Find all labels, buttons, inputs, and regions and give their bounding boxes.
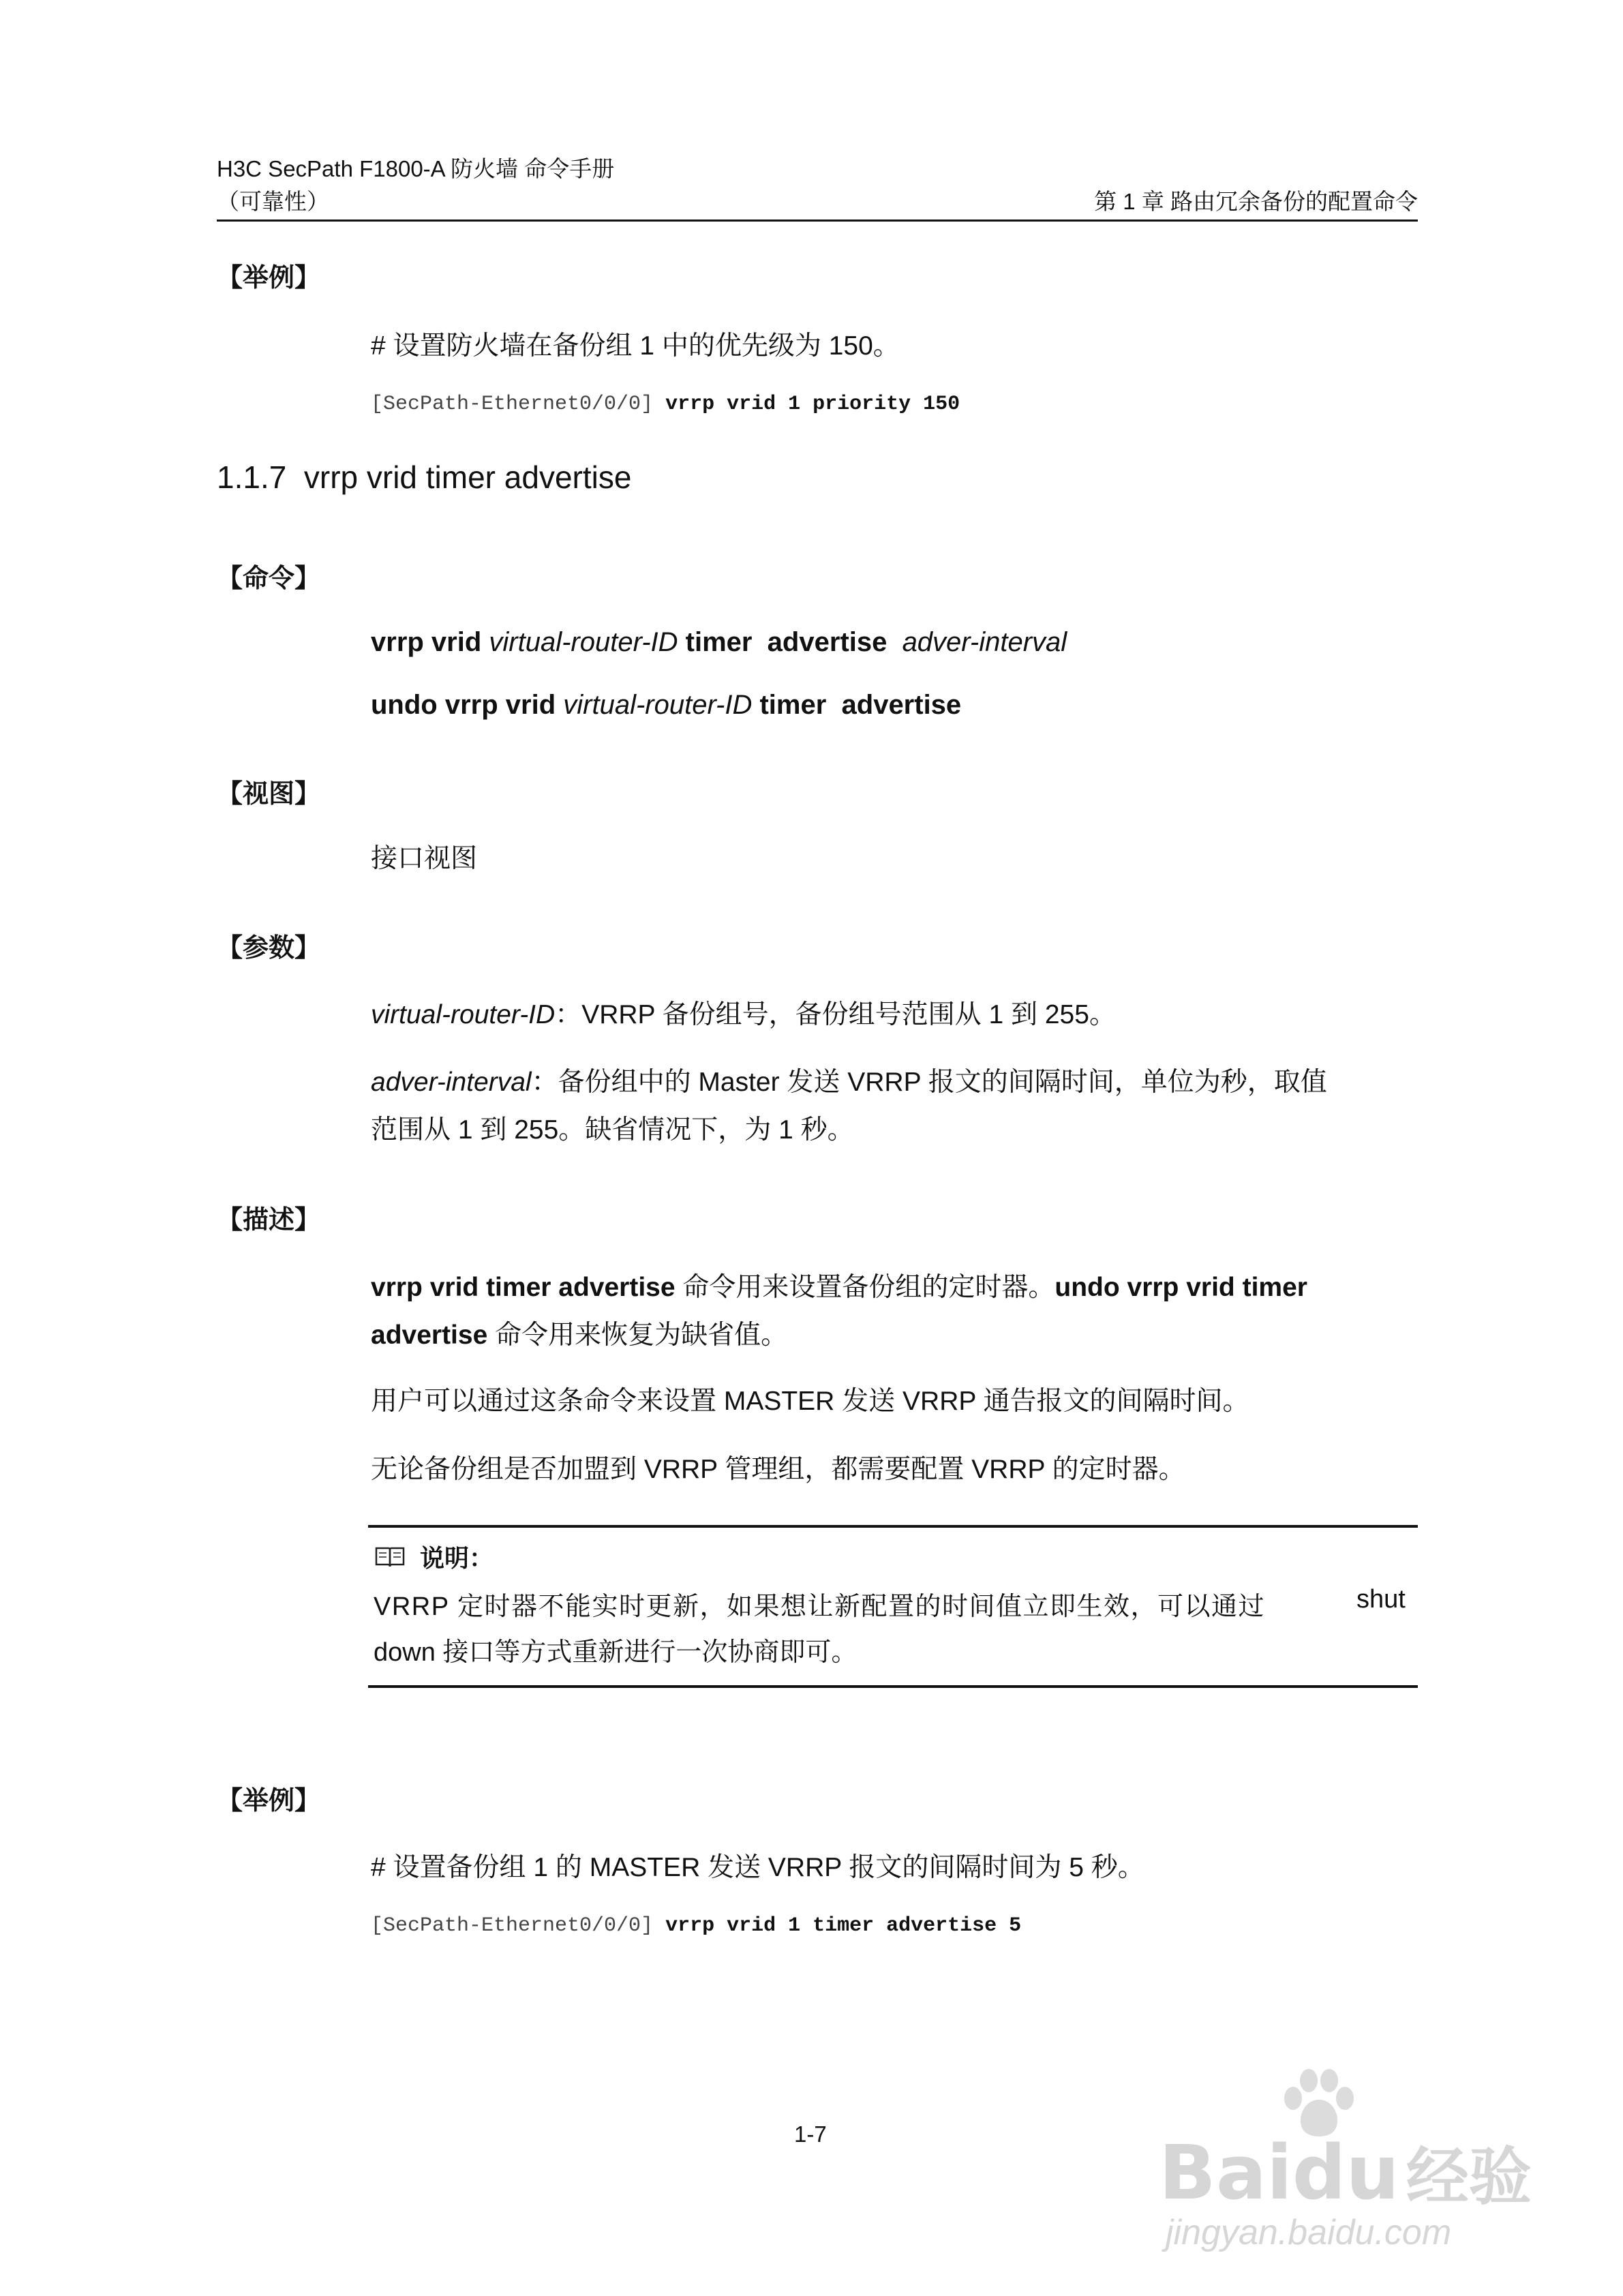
example-label-1: 【举例】 <box>217 264 321 292</box>
view-text: 接口视图 <box>371 844 478 873</box>
cmd2-keyword: undo vrrp vrid <box>371 690 564 720</box>
section-title <box>217 459 631 496</box>
doc-title-line1: H3C SecPath F1800-A 防火墙 命令手册 <box>217 156 615 181</box>
note-bottom-rule <box>368 1685 1418 1688</box>
desc-cmd-2: undo vrrp vrid timer <box>1055 1273 1307 1302</box>
page-number: 1-7 <box>794 2121 827 2147</box>
book-icon <box>375 1545 405 1569</box>
view-label: 【视图】 <box>217 780 321 809</box>
watermark-url: jingyan.baidu.com <box>1166 2213 1452 2252</box>
param-1-name: virtual-router-ID <box>371 1000 556 1029</box>
code-command: vrrp vrid 1 timer advertise 5 <box>665 1914 1022 1937</box>
param-1 <box>371 992 1116 1038</box>
baidu-watermark <box>1159 2066 1541 2263</box>
description-line-4: 无论备份组是否加盟到 VRRP 管理组，都需要配置 VRRP 的定时器。 <box>371 1455 1185 1484</box>
cmd2-param: virtual-router-ID <box>563 690 753 720</box>
desc-text-2: 命令用来恢复为缺省值。 <box>487 1320 788 1350</box>
example-desc-2: # 设置备份组 1 的 MASTER 发送 VRRP 报文的间隔时间为 5 秒。 <box>371 1853 1144 1882</box>
watermark-brand-text: Bai <box>1159 2129 1292 2216</box>
param-2-desc: ：备份组中的 Master 发送 VRRP 报文的间隔时间，单位为秒，取值 <box>531 1068 1327 1097</box>
cmd2-keyword2: timer advertise <box>752 690 962 720</box>
note-line-1 <box>374 1585 1265 1622</box>
example-label-2: 【举例】 <box>217 1787 321 1815</box>
command-syntax-2 <box>371 690 961 721</box>
code-prompt: [SecPath-Ethernet0/0/0] <box>371 1914 654 1937</box>
example-code-2 <box>371 1914 1021 1937</box>
note-text-1a: VRRP 定时器不能实时更新，如果想让新配置的时间值立即生效，可以通过 <box>374 1592 1265 1621</box>
example-code-1 <box>371 393 960 416</box>
description-label: 【描述】 <box>217 1206 321 1235</box>
watermark-brand <box>1159 2127 1532 2217</box>
cmd1-param: virtual-router-ID <box>489 627 678 657</box>
watermark-brand-cn: 经验 <box>1406 2141 1532 2214</box>
description-line-1 <box>371 1265 1307 1310</box>
command-syntax-1 <box>371 627 1067 658</box>
note-header <box>375 1539 494 1574</box>
watermark-brand-text-2: du <box>1292 2129 1399 2216</box>
cmd1-param2: adver-interval <box>902 627 1067 657</box>
example-desc-1: # 设置防火墙在备份组 1 中的优先级为 150。 <box>371 331 900 361</box>
section-name: vrrp vrid timer advertise <box>303 459 632 495</box>
param-2-cont: 范围从 1 到 255。缺省情况下，为 1 秒。 <box>371 1115 854 1145</box>
param-2-name: adver-interval <box>371 1068 532 1097</box>
cmd1-keyword: vrrp vrid <box>371 627 489 657</box>
note-title: 说明： <box>420 1544 494 1572</box>
doc-title-line2: （可靠性） <box>217 189 329 214</box>
command-label: 【命令】 <box>217 564 321 593</box>
description-line-2 <box>371 1312 787 1358</box>
desc-cmd-3: advertise <box>371 1320 488 1350</box>
params-label: 【参数】 <box>217 934 321 963</box>
param-2 <box>371 1059 1327 1105</box>
section-number: 1.1.7 <box>217 459 287 495</box>
header-rule <box>217 220 1418 222</box>
code-command: vrrp vrid 1 priority 150 <box>665 393 960 416</box>
desc-cmd-1: vrrp vrid timer advertise <box>371 1273 676 1302</box>
chapter-title: 第 1 章 路由冗余备份的配置命令 <box>1094 189 1418 214</box>
cmd1-keyword2: timer advertise <box>678 627 902 657</box>
note-top-rule <box>368 1525 1418 1528</box>
note-text-1b: shut <box>1356 1585 1406 1614</box>
param-1-desc: ：VRRP 备份组号，备份组号范围从 1 到 255。 <box>555 1000 1116 1029</box>
code-prompt: [SecPath-Ethernet0/0/0] <box>371 393 654 416</box>
desc-text-1: 命令用来设置备份组的定时器。 <box>675 1273 1055 1302</box>
description-line-3: 用户可以通过这条命令来设置 MASTER 发送 VRRP 通告报文的间隔时间。 <box>371 1387 1249 1416</box>
note-line-2: down 接口等方式重新进行一次协商即可。 <box>374 1638 858 1667</box>
